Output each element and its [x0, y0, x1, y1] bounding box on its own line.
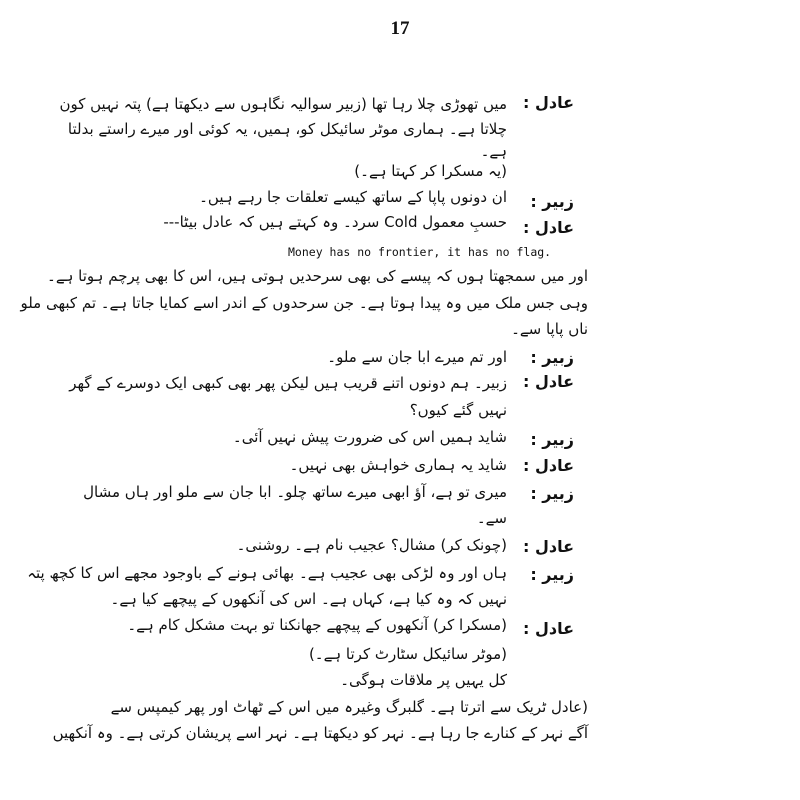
text-line: (مسکرا کر) آنکھوں کے پیچھے جھانکنا تو بہت مشکل کام ہے۔: [127, 616, 507, 634]
speaker-adil: عادل :: [523, 456, 574, 475]
text-line: آگے نہر کے کنارے جا رہا ہے۔ نہر کو دیکھتا ہے۔ نہر اسے پریشان کرتی ہے۔ وہ آنکھیں: [52, 724, 588, 742]
speaker-zubair: زبیر :: [530, 430, 574, 449]
text-line: ان دونوں پاپا کے ساتھ کیسے تعلقات جا رہے ہیں۔: [199, 188, 507, 206]
text-line: اور تم میرے ابا جان سے ملو۔: [327, 348, 507, 366]
text-line: ہاں اور وہ لڑکی بھی عجیب ہے۔ بھائی ہونے کے باوجود مجھے اس کا کچھ پتہ: [27, 564, 507, 582]
speaker-adil: عادل :: [523, 218, 574, 237]
text-line: ناں پاپا سے۔: [511, 320, 588, 338]
text-line: اور میں سمجھتا ہوں کہ پیسے کی بھی سرحدیں ہوتی ہیں، اس کا بھی پرچم ہوتا ہے۔: [47, 267, 588, 285]
speaker-zubair: زبیر :: [530, 348, 574, 367]
text-line: میری تو ہے، آؤ ابھی میرے ساتھ چلو۔ ابا جان سے ملو اور ہاں مشال: [83, 483, 507, 501]
speaker-zubair: زبیر :: [530, 484, 574, 503]
text-line: وہی جس ملک میں وہ پیدا ہوتا ہے۔ جن سرحدوں کے اندر اسے کمایا جاتا ہے۔ تم کبھی ملو: [20, 294, 588, 312]
text-line: ہے۔: [480, 142, 507, 160]
text-line: چلاتا ہے۔ ہماری موٹر سائیکل کو، ہمیں، یہ کوئی اور میرے راستے بدلتا: [67, 120, 507, 138]
text-line: شاید یہ ہماری خواہش بھی نہیں۔: [289, 456, 507, 474]
text-line: (موٹر سائیکل سٹارٹ کرتا ہے۔): [308, 645, 507, 663]
page-number: 17: [390, 18, 410, 39]
speaker-zubair: زبیر :: [530, 565, 574, 584]
text-line: حسبِ معمول Cold سرد۔ وہ کہتے ہیں کہ عادل بیٹا---: [163, 213, 507, 231]
speaker-adil: عادل :: [523, 619, 574, 638]
text-line: زبیر۔ ہم دونوں اتنے قریب ہیں لیکن پھر بھی کبھی ایک دوسرے کے گھر: [69, 374, 507, 392]
text-line: (عادل ٹریک سے اترتا ہے۔ گلبرگ وغیرہ میں اس کے ٹھاٹ اور پھر کیمپس سے: [110, 698, 588, 716]
text-line: سے۔: [476, 509, 507, 527]
text-line: میں تھوڑی چلا رہا تھا (زبیر سوالیہ نگاہوں سے دیکھتا ہے) پتہ نہیں کون: [59, 95, 507, 113]
english-quote: Money has no frontier, it has no flag.: [288, 245, 552, 259]
text-line: نہیں گئے کیوں؟: [409, 401, 507, 419]
speaker-adil: عادل :: [523, 537, 574, 556]
text-line: نہیں کہ وہ کیا ہے، کہاں ہے۔ اس کی آنکھوں کے پیچھے کیا ہے۔: [110, 590, 507, 608]
text-line: (یہ مسکرا کر کہتا ہے۔): [354, 162, 507, 180]
speaker-adil: عادل :: [523, 93, 574, 112]
speaker-zubair: زبیر :: [530, 192, 574, 211]
text-line: شاید ہمیں اس کی ضرورت پیش نہیں آئی۔: [232, 428, 507, 446]
text-line: (چونک کر) مشال؟ عجیب نام ہے۔ روشنی۔: [236, 536, 507, 554]
speaker-adil: عادل :: [523, 372, 574, 391]
text-line: کل یہیں پر ملاقات ہوگی۔: [340, 671, 507, 689]
